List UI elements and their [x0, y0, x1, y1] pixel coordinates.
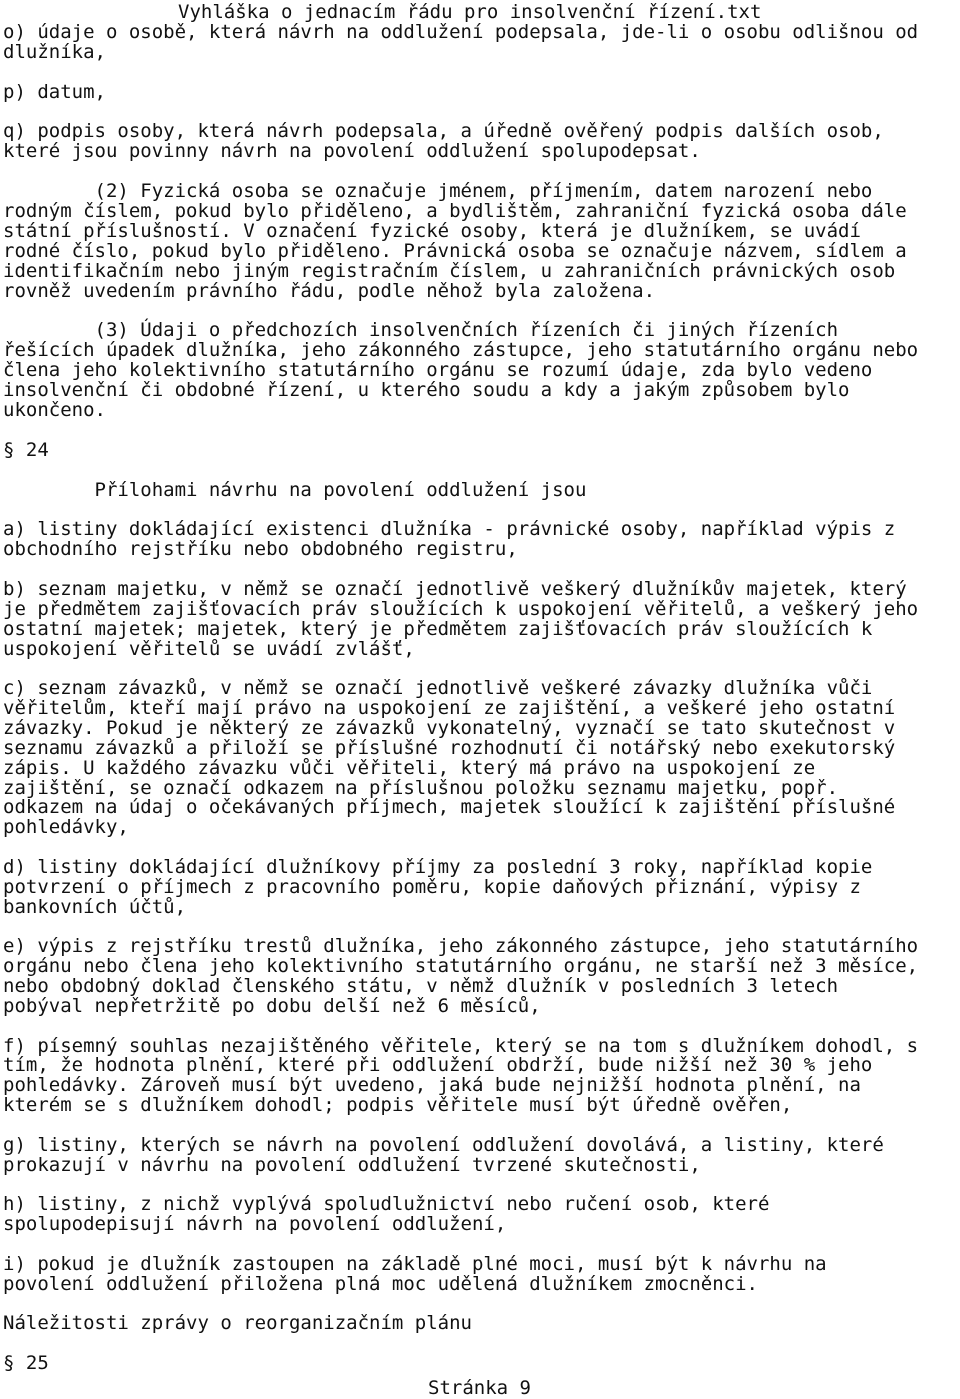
- text-line: zápis. U každého závazku vůči věřiteli, který má právo na uspokojení ze: [3, 757, 816, 779]
- page-number: Stránka 9: [428, 1377, 531, 1399]
- text-line: seznamu závazků a přiloží se příslušné rozhodnutí či notářský nebo exekutorský: [3, 737, 896, 759]
- section-heading: § 24: [3, 439, 49, 461]
- text-line: uspokojení věřitelů se uvádí zvlášť,: [3, 638, 415, 660]
- text-line: f) písemný souhlas nezajištěného věřitele, který se na tom s dlužníkem dohodl, s: [3, 1035, 919, 1057]
- text-line: (3) Údaji o předchozích insolvenčních řízeních či jiných řízeních: [3, 319, 839, 341]
- text-line: věřitelům, kteří mají právo na uspokojení ze zajištění, a veškeré jeho ostatní: [3, 697, 896, 719]
- text-line: b) seznam majetku, v němž se označí jednotlivě veškerý dlužníkův majetek, který: [3, 578, 907, 600]
- text-line: pobýval nepřetržitě po dobu delší než 6 měsíců,: [3, 995, 541, 1017]
- text-line: ukončeno.: [3, 399, 106, 421]
- text-line: řešících úpadek dlužníka, jeho zákonného zástupce, jeho statutárního orgánu nebo: [3, 339, 919, 361]
- text-line: povolení oddlužení přiložena plná moc udělená dlužníkem zmocněnci.: [3, 1273, 758, 1295]
- section-subheading: Náležitosti zprávy o reorganizačním plánu: [3, 1312, 472, 1334]
- text-line: d) listiny dokládající dlužníkovy příjmy za poslední 3 roky, například kopie: [3, 856, 873, 878]
- text-line: bankovních účtů,: [3, 896, 187, 918]
- section-subheading: Přílohami návrhu na povolení oddlužení jsou: [3, 479, 587, 501]
- text-line: pohledávky,: [3, 816, 129, 838]
- text-line: nebo obdobný doklad členského státu, v němž dlužník v posledních 3 letech: [3, 975, 839, 997]
- text-line: které jsou povinny návrh na povolení oddlužení spolupodepsat.: [3, 140, 701, 162]
- text-line: (2) Fyzická osoba se označuje jménem, příjmením, datem narození nebo: [3, 180, 873, 202]
- text-line: identifikačním nebo jiným registračním číslem, u zahraničních právnických osob: [3, 260, 896, 282]
- text-line: ostatní majetek; majetek, který je předmětem zajišťovacích práv sloužících k: [3, 618, 873, 640]
- document-title: Vyhláška o jednacím řádu pro insolvenční řízení.txt: [178, 1, 762, 23]
- text-line: rodné číslo, pokud bylo přiděleno. Právnická osoba se označuje názvem, sídlem a: [3, 240, 907, 262]
- text-line: dlužníka,: [3, 41, 106, 63]
- text-line: e) výpis z rejstříku trestů dlužníka, jeho zákonného zástupce, jeho statutárního: [3, 935, 919, 957]
- text-line: rovněž uvedením právního řádu, podle něhož byla založena.: [3, 280, 656, 302]
- text-line: insolvenční či obdobné řízení, u kterého soudu a kdy a jakým způsobem bylo: [3, 379, 850, 401]
- text-line: státní příslušností. V označení fyzické osoby, která je dlužníkem, se uvádí: [3, 220, 861, 242]
- text-line: odkazem na údaj o očekávaných příjmech, majetek sloužící k zajištění příslušné: [3, 796, 896, 818]
- text-line: potvrzení o příjmech z pracovního poměru, kopie daňových přiznání, výpisy z: [3, 876, 861, 898]
- text-line: člena jeho kolektivního statutárního orgánu se rozumí údaje, zda bylo vedeno: [3, 359, 873, 381]
- text-line: kterém se s dlužníkem dohodl; podpis věřitele musí být úředně ověřen,: [3, 1094, 793, 1116]
- text-line: zajištění, se označí odkazem na příslušnou položku seznamu majetku, popř.: [3, 777, 839, 799]
- text-line: spolupodepisují návrh na povolení oddlužení,: [3, 1213, 507, 1235]
- text-line: orgánu nebo člena jeho kolektivního statutárního orgánu, ne starší než 3 měsíce,: [3, 955, 919, 977]
- section-heading: § 25: [3, 1352, 49, 1374]
- text-line: p) datum,: [3, 81, 106, 103]
- text-line: rodným číslem, pokud bylo přiděleno, a bydlištěm, zahraniční fyzická osoba dále: [3, 200, 907, 222]
- text-line: prokazují v návrhu na povolení oddlužení tvrzené skutečnosti,: [3, 1154, 701, 1176]
- text-line: závazky. Pokud je některý ze závazků vykonatelný, vyznačí se tato skutečnost v: [3, 717, 896, 739]
- text-line: c) seznam závazků, v němž se označí jednotlivě veškeré závazky dlužníka vůči: [3, 677, 873, 699]
- text-line: h) listiny, z nichž vyplývá spoludlužnictví nebo ručení osob, které: [3, 1193, 770, 1215]
- text-line: g) listiny, kterých se návrh na povolení oddlužení dovolává, a listiny, které: [3, 1134, 884, 1156]
- text-line: je předmětem zajišťovacích práv sloužících k uspokojení věřitelů, a veškerý jeho: [3, 598, 919, 620]
- text-line: pohledávky. Zároveň musí být uvedeno, jaká bude nejnižší hodnota plnění, na: [3, 1074, 861, 1096]
- text-line: obchodního rejstříku nebo obdobného registru,: [3, 538, 518, 560]
- text-line: i) pokud je dlužník zastoupen na základě plné moci, musí být k návrhu na: [3, 1253, 827, 1275]
- text-line: q) podpis osoby, která návrh podepsala, a úředně ověřený podpis dalších osob,: [3, 120, 884, 142]
- text-line: tím, že hodnota plnění, které při oddlužení obdrží, bude nižší než 30 % jeho: [3, 1054, 873, 1076]
- text-line: o) údaje o osobě, která návrh na oddlužení podepsala, jde-li o osobu odlišnou od: [3, 21, 919, 43]
- text-line: a) listiny dokládající existenci dlužníka - právnické osoby, například výpis z: [3, 518, 896, 540]
